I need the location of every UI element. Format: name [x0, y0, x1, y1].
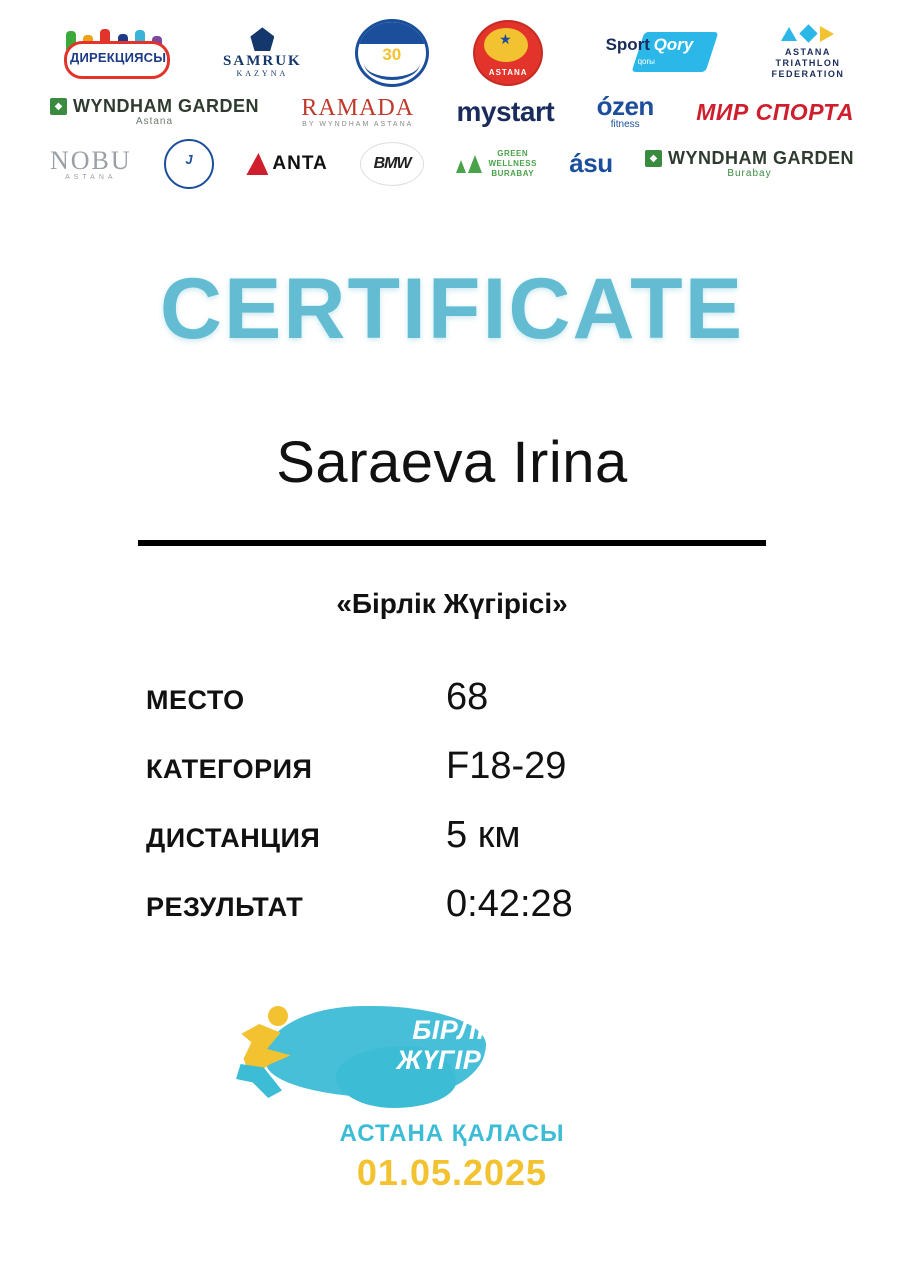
- runner-icon: [228, 1004, 314, 1100]
- detail-row-category: [142, 745, 762, 788]
- ramada-title: RAMADA: [301, 94, 415, 121]
- event-logo-title-line1: БІРЛІК: [412, 1015, 502, 1045]
- sponsor-row-1: [50, 22, 854, 84]
- wyndham-burabay-diamond-icon: [645, 150, 662, 167]
- label-distance: ДИСТАНЦИЯ: [146, 823, 321, 853]
- ramada-sub: BY WYNDHAM ASTANA: [302, 120, 414, 128]
- event-logo-title-line2: ЖҮГІРІСІ: [396, 1044, 518, 1075]
- label-category: КАТЕГОРИЯ: [146, 754, 313, 784]
- detail-row-place: [142, 676, 762, 719]
- triathlon-line1: ASTANA: [785, 46, 831, 57]
- green-wellness-line1: GREEN: [497, 149, 529, 158]
- wyndham-astana-title: WYNDHAM GARDEN: [73, 95, 259, 116]
- samruk-line1: SAMRUK: [223, 53, 302, 70]
- emblem-top-arc: [358, 22, 426, 44]
- sponsor-logo-astana-triathlon-federation: [762, 26, 854, 81]
- sport-qory-sub: qorы: [637, 57, 655, 66]
- samruk-line2: KAZYNA: [236, 69, 289, 79]
- sponsor-row-2: [50, 90, 854, 134]
- trees-icon: [456, 155, 482, 173]
- sponsor-logo-sport-qory: [588, 26, 718, 80]
- sponsor-logo-bmw: [360, 142, 424, 186]
- triathlon-line2: TRIATHLON: [775, 57, 841, 68]
- label-result: РЕЗУЛЬТАТ: [146, 892, 304, 922]
- event-logo-title: [362, 1016, 552, 1075]
- detail-row-result: [142, 883, 762, 926]
- event-name: «Бірлік Жүгірісі»: [336, 588, 568, 619]
- event-logo: [192, 1002, 712, 1222]
- ozen-sub: fitness: [610, 119, 640, 131]
- anta-title: ANTA: [272, 153, 328, 175]
- direkciyasy-label: ДИРЕКЦИЯСЫ: [70, 50, 167, 65]
- wyndham-burabay-title: WYNDHAM GARDEN: [667, 147, 854, 168]
- joma-title: J: [185, 152, 193, 167]
- participant-name: Saraeva Irina: [276, 430, 628, 495]
- detail-row-distance: [142, 814, 762, 857]
- sponsor-logo-mir-sporta: МИР СПОРТА: [696, 98, 854, 125]
- value-category: F18-29: [446, 745, 567, 787]
- bmw-title: BMW: [373, 154, 411, 172]
- triathlon-shapes-icon: [772, 26, 845, 42]
- sponsor-logo-nobu: [50, 147, 132, 182]
- value-distance: 5 км: [446, 814, 521, 856]
- nobu-title: NOBU: [50, 145, 132, 175]
- samruk-mark-icon: [250, 27, 274, 51]
- green-wellness-line2: WELLNESS: [488, 159, 537, 168]
- triathlon-line3: FEDERATION: [771, 69, 845, 80]
- value-place: 68: [446, 676, 489, 718]
- wyndham-diamond-icon: [50, 98, 67, 115]
- wyndham-astana-sub: Astana: [135, 115, 174, 127]
- certificate-title: CERTIFICATE: [159, 261, 745, 357]
- sponsor-logo-mystart: mystart: [456, 96, 555, 128]
- sponsor-logo-wyndham-garden-astana: [50, 97, 259, 127]
- sponsor-logo-strip: [0, 0, 904, 200]
- value-result: 0:42:28: [446, 883, 573, 925]
- sport-qory-word2: Qory: [653, 35, 694, 54]
- sponsor-logo-anniversary-emblem: [355, 19, 429, 87]
- anta-mark-icon: [246, 153, 268, 175]
- star-icon: ★: [499, 31, 512, 47]
- ozen-title: ózen: [596, 91, 654, 122]
- sponsor-logo-astana-emblem: [473, 20, 543, 86]
- sponsor-logo-ozen-fitness: [597, 93, 654, 131]
- sponsor-logo-asu: ásu: [569, 148, 613, 179]
- sponsor-logo-direkciyasy: [50, 25, 170, 81]
- green-wellness-line3: BURABAY: [491, 169, 535, 178]
- emblem-number: 30: [382, 45, 402, 64]
- sponsor-logo-green-wellness-burabay: [456, 149, 536, 179]
- sponsor-logo-ramada: [301, 96, 414, 129]
- event-date: 01.05.2025: [356, 1152, 548, 1193]
- sport-qory-word1: Sport: [605, 35, 650, 54]
- sponsor-logo-joma: [164, 139, 214, 189]
- sponsor-logo-wyndham-garden-burabay: [645, 149, 854, 179]
- event-city: АСТАНА ҚАЛАСЫ: [339, 1120, 565, 1147]
- wyndham-burabay-sub: Burabay: [727, 167, 772, 179]
- sponsor-logo-samruk-kazyna: [214, 27, 310, 78]
- label-place: МЕСТО: [146, 685, 245, 715]
- sponsor-logo-anta: [246, 153, 327, 175]
- emblem-bottom-arc: [364, 63, 420, 80]
- result-details: [142, 676, 762, 926]
- sponsor-row-3: [50, 140, 854, 188]
- nobu-sub: ASTANA: [65, 173, 117, 181]
- astana-label: ASTANA: [488, 67, 528, 77]
- divider: [138, 540, 766, 546]
